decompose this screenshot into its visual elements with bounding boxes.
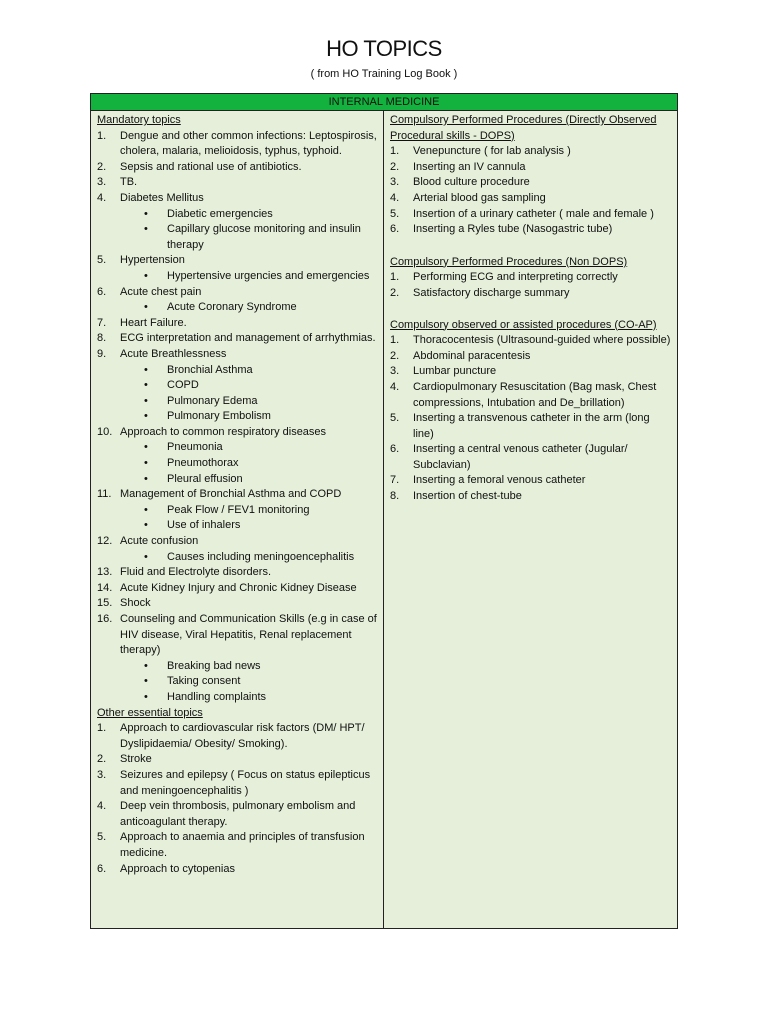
bullet-marker: • [144,363,148,376]
item-number: 10. [97,425,113,438]
item-text: Pulmonary Edema [167,394,258,407]
item-number: 7. [390,474,400,487]
bullet-marker: • [144,269,148,282]
list-item [97,285,377,301]
list-item [97,534,377,550]
item-text: Causes including meningoencephalitis [167,550,355,563]
list-item [97,799,377,830]
item-text: Cardiopulmonary Resuscitation (Bag mask, Chest compressions, Intubation and De_brillation) [413,380,657,409]
list-item [390,349,671,365]
list-item [390,222,671,238]
item-text: Arterial blood gas sampling [413,191,546,204]
item-text: Inserting a central venous catheter (Jugular/ Subclavian) [413,443,628,471]
item-number: 3. [97,176,107,189]
item-number: 4. [390,191,400,204]
item-text: Inserting a transvenous catheter in the arm (long line) [413,412,650,440]
item-number: 8. [390,490,400,503]
list-item [97,612,377,659]
item-text: Capillary glucose monitoring and insulin therapy [167,223,361,251]
list-item [97,472,377,488]
item-text: Pulmonary Embolism [167,410,271,423]
bullet-marker: • [144,675,148,688]
list-item [97,581,377,597]
item-text: Satisfactory discharge summary [413,286,570,299]
bullet-marker: • [144,550,148,563]
left-column [91,111,384,928]
item-text: Acute chest pain [120,285,202,298]
item-number: 6. [97,285,107,298]
mandatory-topics-list [97,129,377,706]
item-text: Hypertensive urgencies and emergencies [167,269,370,282]
bullet-marker: • [144,379,148,392]
bullet-marker: • [144,441,148,454]
non-dops-list [390,270,671,301]
bullet-marker: • [144,207,148,220]
list-item [97,425,377,441]
item-number: 5. [97,831,107,844]
list-item [97,440,377,456]
item-number: 6. [390,223,400,236]
list-item [390,411,671,442]
non-dops-heading: Compulsory Performed Procedures (Non DOPS) [390,255,628,268]
item-text: Approach to anaemia and principles of transfusion medicine. [120,831,365,859]
list-item [97,768,377,799]
item-number: 16. [97,613,113,625]
bullet-marker: • [144,659,148,672]
list-item [97,347,377,363]
bullet-marker: • [144,301,148,314]
bullet-marker: • [144,223,148,236]
item-text: Blood culture procedure [413,176,530,189]
item-number: 12. [97,535,113,548]
item-text: Management of Bronchial Asthma and COPD [120,488,342,501]
list-item [97,690,377,706]
item-number: 2. [390,349,400,362]
item-text: Approach to cytopenias [120,862,235,875]
item-text: ECG interpretation and management of arrhythmias. [120,332,376,345]
item-number: 1. [390,334,400,347]
item-text: Breaking bad news [167,659,261,672]
item-text: Sepsis and rational use of antibiotics. [120,160,302,173]
list-item [97,487,377,503]
list-item [97,300,377,316]
item-text: Approach to common respiratory diseases [120,425,327,438]
item-number: 4. [97,191,107,204]
item-text: Acute Coronary Syndrome [167,301,297,314]
bullet-marker: • [144,690,148,703]
item-text: Inserting a femoral venous catheter [413,474,586,487]
item-text: Hypertension [120,254,185,267]
item-number: 2. [97,160,107,173]
item-number: 6. [390,443,400,456]
list-item [97,503,377,519]
item-number: 3. [390,176,400,189]
right-column [384,111,677,928]
item-number: 1. [390,271,400,284]
bullet-marker: • [144,394,148,407]
item-number: 6. [97,862,107,875]
item-text: Diabetes Mellitus [120,191,204,204]
bullet-marker: • [144,472,148,485]
item-number: 3. [390,365,400,378]
item-text: Handling complaints [167,690,267,703]
bullet-marker: • [144,519,148,532]
item-text: Peak Flow / FEV1 monitoring [167,503,310,516]
list-item [97,316,377,332]
topics-table [90,93,678,929]
item-number: 15. [97,597,113,610]
item-number: 2. [390,160,400,173]
item-text: Dengue and other common infections: Leptospirosis, cholera, malaria, melioidosis, typhus, typhoid. [120,129,377,158]
item-text: Acute Kidney Injury and Chronic Kidney Disease [120,581,357,594]
item-number: 4. [97,800,107,813]
item-text: COPD [167,379,199,392]
list-item [390,270,671,286]
list-item [390,473,671,489]
item-text: Abdominal paracentesis [413,349,531,362]
list-item [97,550,377,566]
item-number: 8. [97,332,107,345]
item-text: Bronchial Asthma [167,363,253,376]
page-title: HO TOPICS [326,36,442,61]
dops-list [390,144,671,238]
list-item [390,207,671,223]
list-item [97,331,377,347]
list-item [97,862,377,878]
item-text: Thoracocentesis (Ultrasound-guided where possible) [413,334,671,347]
list-item [390,144,671,160]
item-text: Diabetic emergencies [167,207,273,220]
item-number: 3. [97,768,107,781]
item-text: Fluid and Electrolyte disorders. [120,566,272,579]
list-item [97,674,377,690]
item-text: Insertion of chest-tube [413,490,522,503]
list-item [97,191,377,207]
other-topics-list [97,721,377,877]
bullet-marker: • [144,503,148,516]
item-number: 11. [97,488,112,501]
item-number: 1. [97,129,107,142]
list-item [390,364,671,380]
list-item [97,752,377,768]
list-item [97,253,377,269]
list-item [97,222,377,253]
list-item [390,333,671,349]
list-item [390,191,671,207]
list-item [97,269,377,285]
dops-heading: Compulsory Performed Procedures (Directly Observed Procedural skills - DOPS) [390,114,657,142]
item-number: 5. [390,412,400,425]
item-text: Acute confusion [120,535,199,548]
item-text: Venepuncture ( for lab analysis ) [413,145,571,158]
list-item [390,489,671,505]
list-item [390,380,671,411]
item-text: Insertion of a urinary catheter ( male and female ) [413,207,654,220]
item-text: Acute Breathlessness [120,347,227,360]
item-text: Inserting an IV cannula [413,160,526,173]
item-number: 1. [97,722,107,735]
list-item [97,659,377,675]
bullet-marker: • [144,410,148,423]
item-number: 9. [97,347,107,360]
list-item [97,409,377,425]
item-text: Deep vein thrombosis, pulmonary embolism and anticoagulant therapy. [120,800,356,828]
item-text: Inserting a Ryles tube (Nasogastric tube) [413,223,613,236]
item-number: 4. [390,380,400,393]
item-text: Pneumonia [167,441,223,454]
item-number: 2. [390,286,400,299]
list-item [97,596,377,612]
page-subtitle: ( from HO Training Log Book ) [310,68,458,80]
list-item [97,394,377,410]
other-topics-heading: Other essential topics [97,706,203,719]
list-item [390,160,671,176]
item-text: Taking consent [167,675,241,688]
item-number: 13. [97,566,113,579]
item-number: 1. [390,145,400,158]
item-text: Pneumothorax [167,457,239,470]
list-item [97,129,377,160]
list-item [97,565,377,581]
list-item [97,207,377,223]
item-text: Heart Failure. [120,316,187,329]
item-text: Use of inhalers [167,519,241,532]
list-item [97,721,377,752]
item-text: Pleural effusion [167,472,243,485]
list-item [390,175,671,191]
list-item [97,456,377,472]
item-number: 14. [97,581,113,594]
list-item [97,175,377,191]
list-item [97,363,377,379]
coap-heading: Compulsory observed or assisted procedures (CO-AP) [390,318,657,331]
list-item [97,518,377,534]
list-item [390,286,671,302]
list-item [97,160,377,176]
item-number: 2. [97,753,107,766]
item-number: 5. [390,207,400,220]
item-text: Counseling and Communication Skills (e.g in case of HIV disease, Viral Hepatitis, Renal replacement therapy) [120,613,377,657]
list-item [97,378,377,394]
item-text: TB. [120,176,138,189]
item-text: Lumbar puncture [413,365,497,378]
coap-list [390,333,671,505]
item-text: Shock [120,597,151,610]
item-text: Performing ECG and interpreting correctly [413,271,618,284]
list-item [390,442,671,473]
item-text: Stroke [120,753,152,766]
table-header: INTERNAL MEDICINE [91,94,677,111]
item-number: 7. [97,316,107,329]
bullet-marker: • [144,457,148,470]
item-text: Approach to cardiovascular risk factors (DM/ HPT/ Dyslipidaemia/ Obesity/ Smoking). [120,722,365,750]
list-item [97,830,377,861]
item-number: 5. [97,254,107,267]
mandatory-topics-heading: Mandatory topics [97,114,181,126]
item-text: Seizures and epilepsy ( Focus on status epilepticus and meningoencephalitis ) [120,768,371,797]
